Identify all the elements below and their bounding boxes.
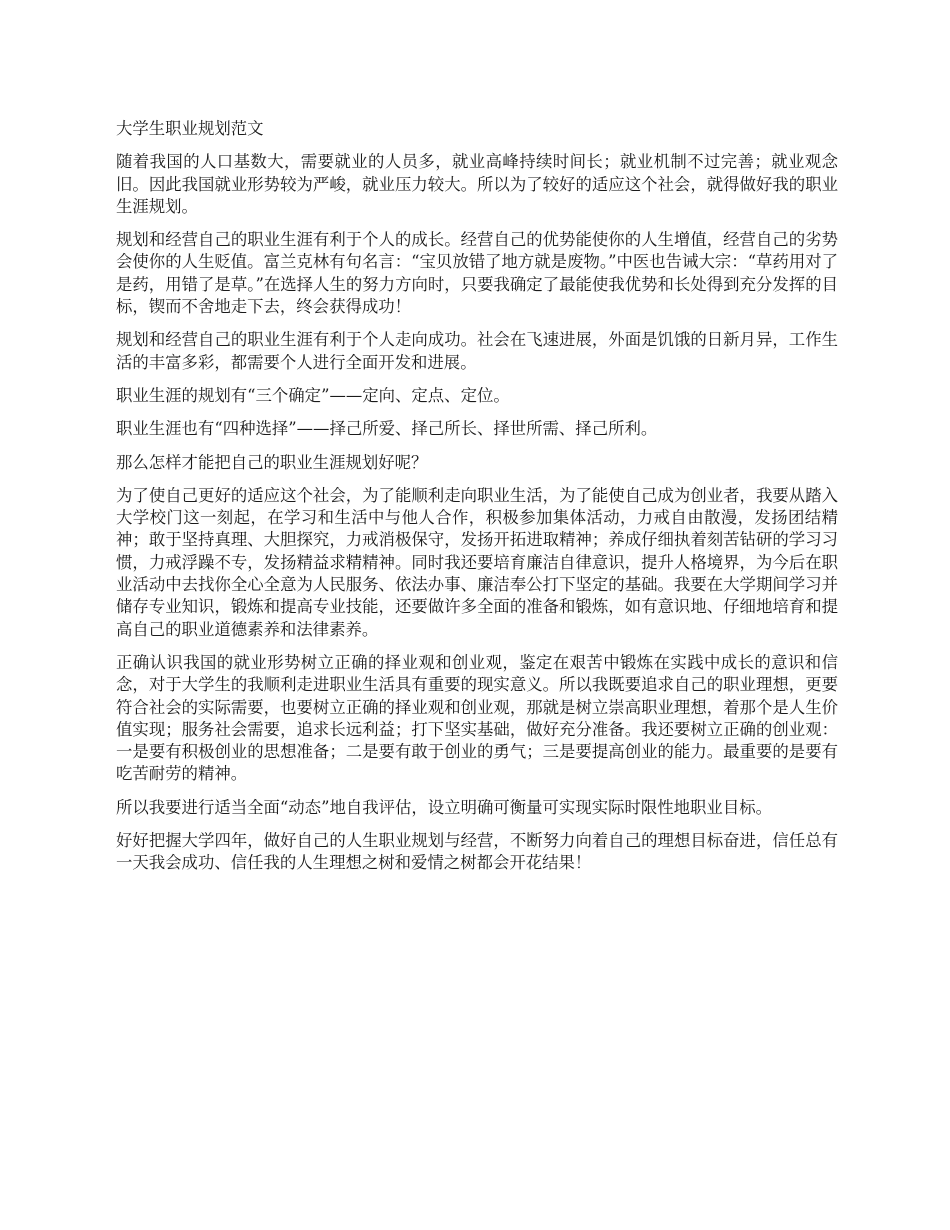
paragraph-3: 规划和经营自己的职业生涯有利于个人走向成功。社会在飞速进展，外面是饥饿的日新月异，工作生活的丰富多彩，都需要个人进行全面开发和进展。 — [116, 330, 838, 372]
paragraph-6: 那么怎样才能把自己的职业生涯规划好呢？ — [116, 452, 428, 472]
document-page — [116, 118, 838, 886]
document-title: 大学生职业规划范文 — [116, 119, 264, 138]
paragraph-1: 随着我国的人口基数大，需要就业的人员多，就业高峰持续时间长；就业机制不过完善；就业观念旧。因此我国就业形势较为严峻，就业压力较大。所以为了较好的适应这个社会，就得做好我的职业生涯规划。 — [116, 152, 838, 216]
paragraph-5: 职业生涯也有“四种选择”——择己所爱、择己所长、择世所需、择己所利。 — [116, 419, 658, 439]
paragraph-10: 好好把握大学四年，做好自己的人生职业规划与经营，不断努力向着自己的理想目标奋进，信任总有一天我会成功、信任我的人生理想之树和爱情之树都会开花结果！ — [116, 831, 838, 873]
paragraph-2: 规划和经营自己的职业生涯有利于个人的成长。经营自己的优势能使你的人生增值，经营自己的劣势会使你的人生贬值。富兰克林有句名言：“宝贝放错了地方就是废物。”中医也告诫大宗：“草药用对了是药，用错了是草。”在选择人生的努力方向时，只要我确定了最能使我优势和长处得到充分发挥的目标，锲而不舍地走下去，终会获得成功！ — [116, 230, 838, 317]
paragraph-8: 正确认识我国的就业形势树立正确的择业观和创业观，鉴定在艰苦中锻炼在实践中成长的意识和信念，对于大学生的我顺利走进职业生活具有重要的现实意义。所以我既要追求自己的职业理想，更要符合社会的实际需要，也要树立正确的择业观和创业观，那就是树立崇高职业理想，着那个是人生价值实现；服务社会需要，追求长远利益；打下坚实基础，做好充分准备。我还要树立正确的创业观：一是要有积极创业的思想准备；二是要有敢于创业的勇气；三是要提高创业的能力。最重要的是要有吃苦耐劳的精神。 — [116, 652, 838, 784]
paragraph-4: 职业生涯的规划有“三个确定”——定向、定点、定位。 — [116, 385, 510, 405]
paragraph-7: 为了使自己更好的适应这个社会，为了能顺利走向职业生活，为了能使自己成为创业者，我要从踏入大学校门这一刻起，在学习和生活中与他人合作，积极参加集体活动，力戒自由散漫，发扬团结精神；敢于坚持真理、大胆探究，力戒消极保守，发扬开拓进取精神；养成仔细执着刻苦钻研的学习习惯，力戒浮躁不专，发扬精益求精精神。同时我还要培育廉洁自律意识，提升人格境界，为今后在职业活动中去找你全心全意为人民服务、依法办事、廉洁奉公打下坚定的基础。我要在大学期间学习并储存专业知识，锻炼和提高专业技能，还要做许多全面的准备和锻炼，如有意识地、仔细地培育和提高自己的职业道德素养和法律素养。 — [116, 485, 838, 639]
paragraph-9: 所以我要进行适当全面“动态”地自我评估，设立明确可衡量可实现实际时限性地职业目标。 — [116, 797, 772, 817]
